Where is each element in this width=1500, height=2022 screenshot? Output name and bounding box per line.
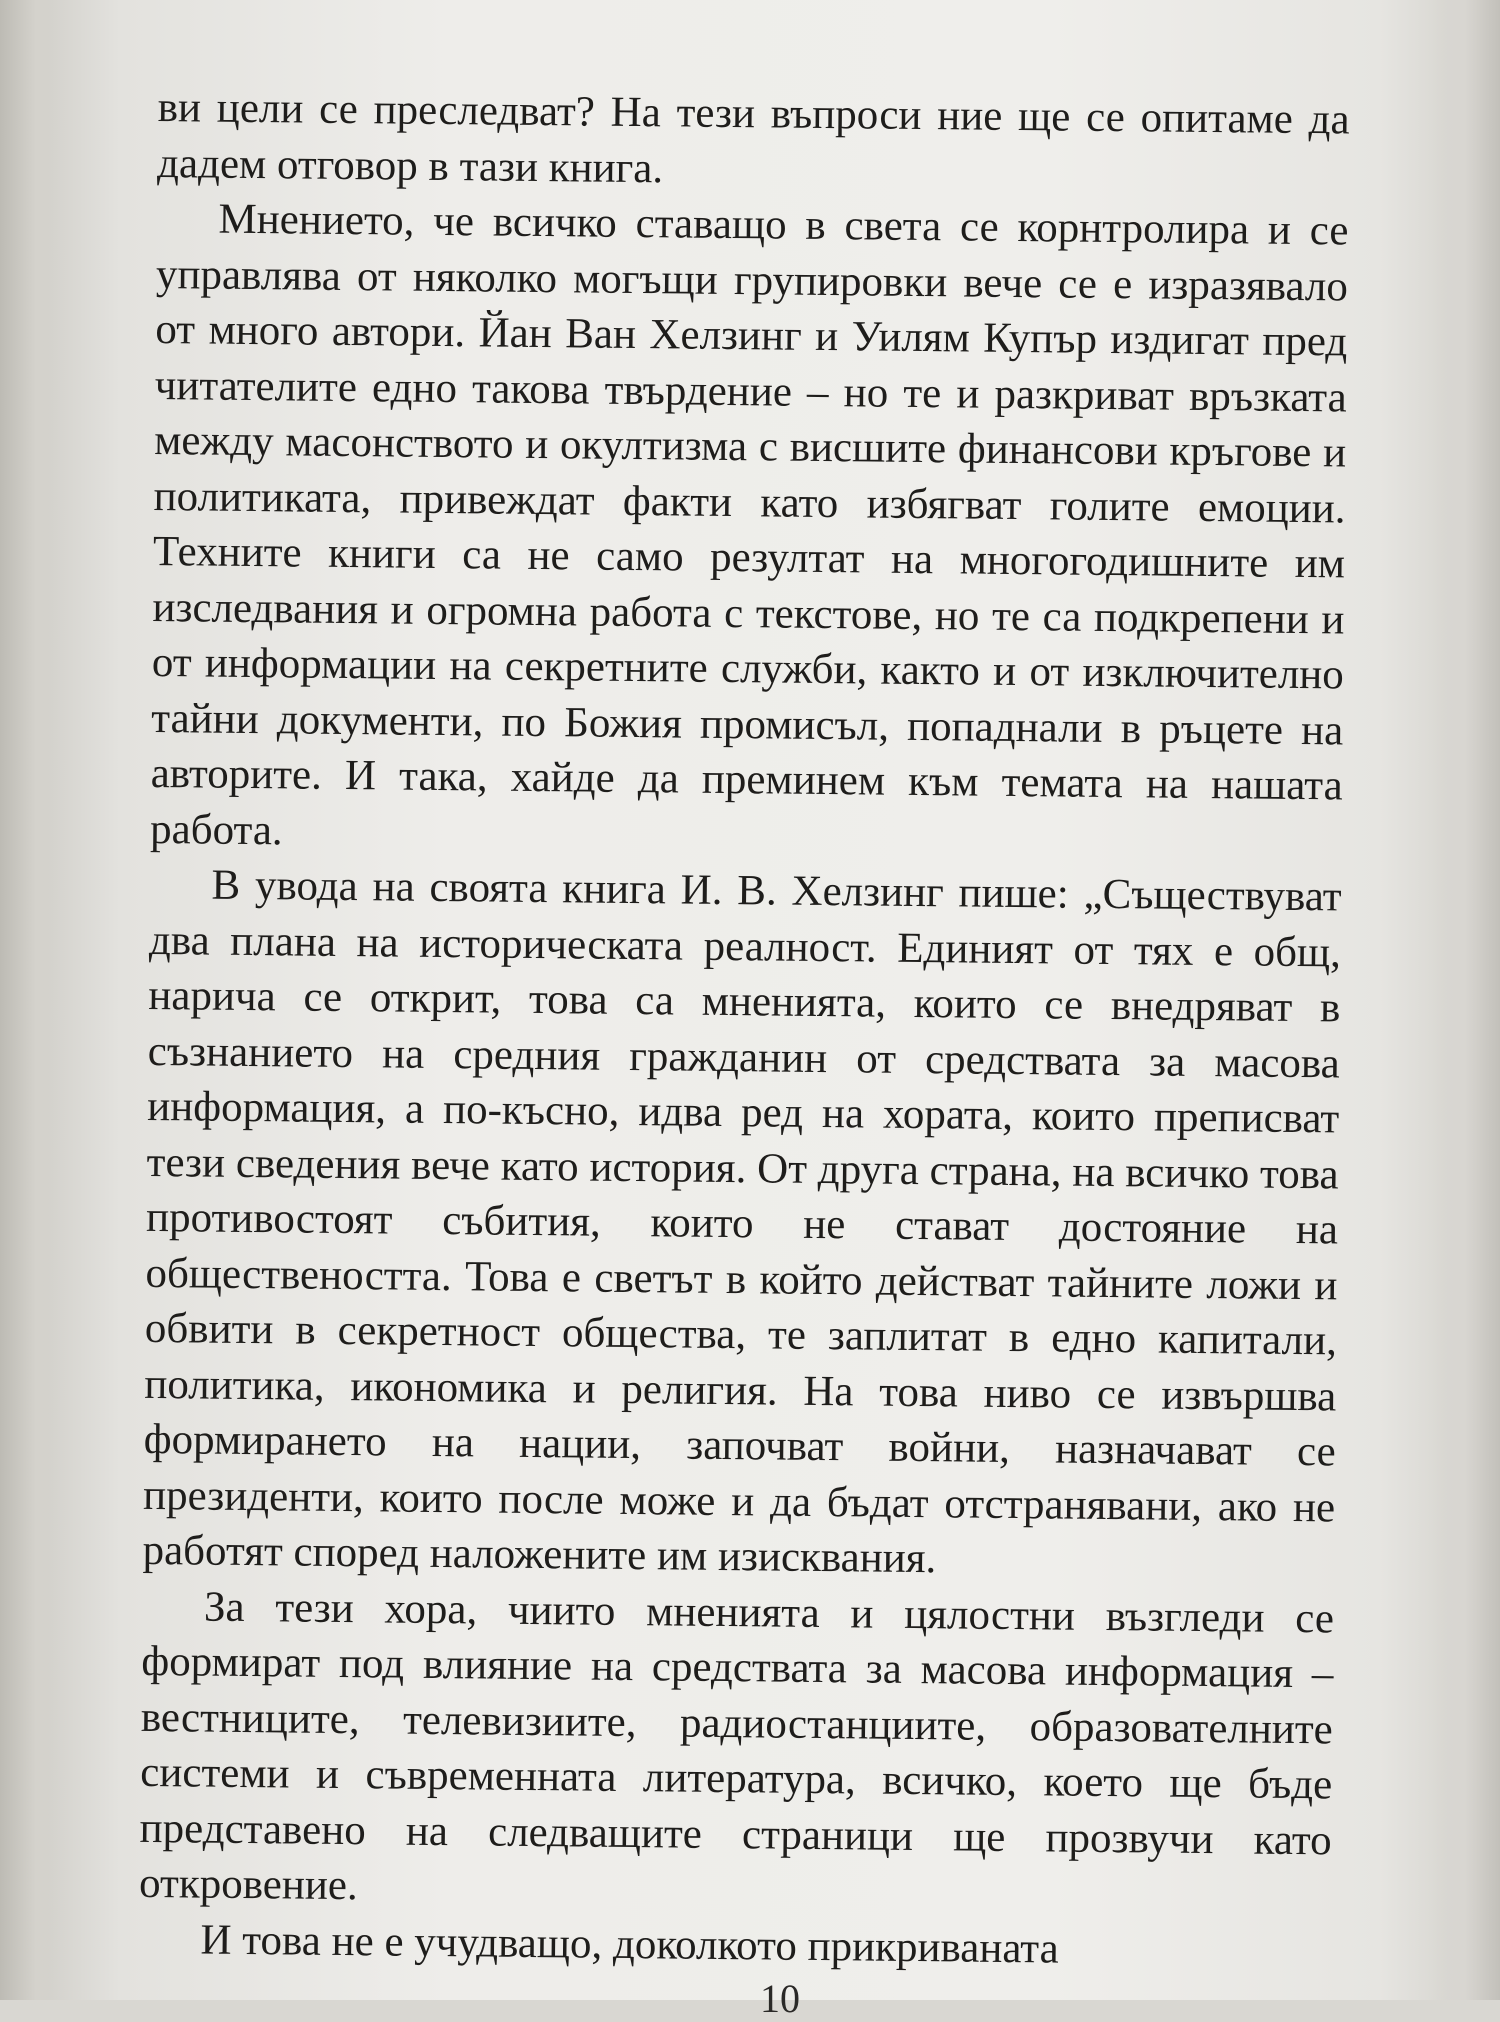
paragraph-5: И това не е учудващо, доколкото прикриваната	[200, 1916, 1059, 1973]
paragraph-1: ви цели се преследват? На тези въпроси ние ще се опитаме да дадем отговор в тази книга.	[156, 83, 1350, 192]
paragraph-2: Мнението, че всичко ставащо в света се корнтролира и се управлява от няколко могъщи групировки вече се е изразявало от много автори. Йан Ван Хелзинг и Уилям Купър издигат пред читателите едно такова твърдение – но те и разкриват връзката между масонството и окултизма с висшите финансови кръгове и политиката, привеждат факти като избягват голите емоции. Техните книги са не само резултат на многогодишните им изследвания и огромна работа с текстове, но те са подкрепени и от информации на секретните служби, както и от изключително тайни документи, по Божия промисъл, попаднали в ръцете на авторите. И така, хайде да преминем към темата на нашата работа.	[149, 195, 1349, 854]
page-edge-right	[1430, 0, 1500, 2000]
paragraph-4: За тези хора, чиито мненията и цялостни възгледи се формират под влияние на средствата за масова информация – вестниците, телевизиите, радиостанциите, образователните системи и съвременната литература, всичко, което ще бъде представено на следващите страници ще прозвучи като откровение.	[138, 1583, 1335, 1910]
paragraph-3: В увода на своята книга И. В. Хелзинг пише: „Съществуват два плана на историческата реалност. Единият от тях е общ, нарича се открит, това са мненията, които се внедряват в съзнанието на средния гражданин от средствата за масова информация, а по-късно, идва ред на хората, които преписват тези сведения вече като история. От друга страна, на всичко това противостоят събития, които не стават достояние на обществеността. Това е светът в който действат тайните ложи и обвити в секретност общества, те заплитат в едно капитали, политика, икономика и религия. На това ниво се извършва формирането на нации, започват войни, назначават се президенти, които после може и да бъдат отстранявани, ако не работят според наложените им изисквания.	[142, 861, 1342, 1583]
page-edge-left	[0, 0, 60, 2000]
book-text-body	[138, 80, 1350, 1979]
page-number: 10	[760, 1976, 800, 2021]
